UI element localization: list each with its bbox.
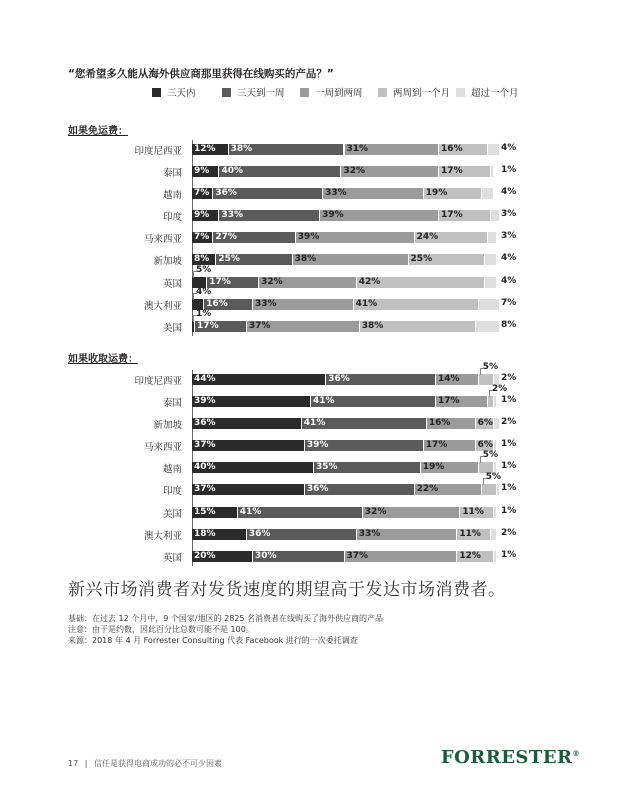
data-label: 24% [416,232,439,242]
legend-item [222,85,285,99]
data-label: 4% [501,276,517,286]
headline: 新兴市场消费者对发货速度的期望高于发达市场消费者。 [68,580,506,600]
data-label: 20% [194,551,216,561]
category-label: 美国 [162,323,182,334]
label-leader [480,368,484,375]
label-leader [480,456,484,463]
label-leader [193,293,197,300]
data-label: 7% [194,232,210,242]
bar-segment [482,188,494,199]
data-label: 38% [361,321,384,331]
data-label: 19% [422,462,445,472]
legend-item [300,85,363,99]
bar-segment [482,484,497,495]
notes [68,613,383,646]
data-label: 1% [501,506,517,516]
data-label: 6% [477,440,493,450]
data-label: 4% [196,287,212,297]
category-label: 泰国 [162,398,182,409]
data-label: 36% [215,188,237,198]
label-leader [193,271,197,278]
data-label: 38% [294,254,317,264]
data-label: 1% [501,439,517,449]
data-label: 8% [194,254,210,264]
logo-text: FORRESTER [440,747,573,768]
data-label: 1% [501,483,517,493]
forrester-logo [441,747,580,768]
data-label: 15% [194,507,216,517]
bar-segment [485,254,497,265]
footer [68,758,222,769]
data-label: 32% [364,507,387,517]
free-shipping-title: 如果免运费： [68,126,128,137]
legend-swatch [152,88,161,97]
data-label: 36% [328,374,350,384]
data-label: 35% [316,462,338,472]
data-label: 2% [501,528,517,538]
data-label: 39% [322,210,344,220]
category-label: 新加坡 [153,420,182,431]
logo-mark: ® [572,749,580,758]
data-label: 27% [215,232,237,242]
category-label: 澳大利亚 [143,531,182,542]
bar-segment [491,166,494,177]
legend-swatch [222,88,231,97]
page-number: 17 [68,759,79,768]
category-label: 泰国 [162,168,182,179]
bar-segment [488,232,497,243]
category-label: 马来西亚 [143,234,182,245]
chart-legend [152,85,612,99]
data-label: 4% [501,253,517,263]
data-label: 2% [491,384,508,394]
data-label: 16% [441,144,463,154]
data-label: 25% [410,254,433,264]
data-label: 14% [438,374,460,384]
data-label: 12% [194,144,216,154]
bar-segment [494,507,497,518]
data-label: 18% [194,529,216,539]
data-label: 1% [501,395,517,405]
data-label: 16% [428,418,451,428]
category-label: 印度 [162,212,182,223]
data-label: 41% [312,396,335,406]
legend-label: 三天到一周 [237,88,285,99]
data-label: 5% [485,472,502,482]
footer-separator: | [84,759,88,768]
data-label: 5% [482,362,498,372]
data-label: 17% [441,166,463,176]
data-label: 16% [206,299,228,309]
note-rounding: 注意：由于是约数，因此百分比总数可能不是 100。 [68,625,254,634]
note-base: 基础：在过去 12 个月中，9 个国家/地区的 2825 名消费者在线购买了海外供应商的产品 [68,614,384,623]
legend-item [456,85,519,99]
bar-segment [497,484,500,495]
bar-segment [491,210,500,221]
data-label: 38% [230,144,253,154]
legend-label: 两周到一个月 [393,88,451,99]
category-label: 英国 [162,279,182,290]
legend-swatch [300,88,309,97]
data-label: 1% [501,550,517,560]
data-label: 11% [459,529,481,539]
note-source: 来源：2018 年 4 月 Forrester Consulting 代表 Facebook 进行的一次委托调查 [68,636,358,645]
data-label: 33% [255,299,277,309]
label-leader [489,390,493,397]
data-label: 41% [355,299,378,309]
data-label: 17% [441,210,463,220]
data-label: 36% [306,484,329,494]
legend-label: 三天内 [167,88,196,99]
data-label: 6% [477,418,493,428]
category-label: 英国 [162,553,182,564]
bar-segment [476,321,500,332]
bar-segment [479,299,500,310]
data-label: 1% [501,165,517,175]
data-label: 25% [218,254,240,264]
data-label: 1% [501,461,517,471]
category-label: 澳大利亚 [143,301,182,312]
data-label: 4% [501,143,517,153]
data-label: 19% [425,188,448,198]
legend-label: 一周到两周 [315,88,363,99]
category-label: 新加坡 [153,256,182,267]
data-label: 30% [255,551,277,561]
data-label: 2% [501,417,517,427]
data-label: 41% [239,507,262,517]
data-label: 12% [459,551,481,561]
data-label: 37% [194,484,216,494]
legend-swatch [378,88,387,97]
data-label: 3% [501,209,517,219]
data-label: 39% [306,440,329,450]
data-label: 17% [425,440,448,450]
data-label: 40% [221,166,243,176]
bar-segment [485,277,497,288]
bar-segment [488,144,500,155]
data-label: 11% [462,507,484,517]
data-label: 32% [261,277,283,287]
data-label: 17% [197,321,219,331]
category-label: 越南 [162,464,182,475]
legend-item [152,85,196,99]
data-label: 9% [194,166,210,176]
data-label: 42% [358,277,381,287]
data-label: 17% [438,396,460,406]
data-label: 36% [194,418,216,428]
legend-item [378,85,450,99]
category-label: 越南 [162,190,182,201]
data-label: 36% [248,529,271,539]
data-label: 3% [501,231,517,241]
data-label: 7% [501,298,517,308]
data-label: 37% [248,321,271,331]
paid-shipping-title: 如果收取运费： [68,354,138,365]
category-label: 印度尼西亚 [134,146,182,157]
legend-label: 超过一个月 [471,88,519,99]
data-label: 39% [297,232,320,242]
data-label: 39% [194,396,216,406]
data-label: 8% [501,320,517,330]
data-label: 33% [325,188,347,198]
data-label: 17% [209,277,231,287]
data-label: 33% [358,529,381,539]
bar-segment [494,418,500,429]
data-label: 44% [194,374,216,384]
data-label: 31% [346,144,369,154]
data-label: 7% [194,188,210,198]
label-leader [483,478,487,485]
bar-segment [494,396,497,407]
data-label: 9% [194,210,210,220]
data-label: 32% [343,166,365,176]
data-label: 4% [501,187,517,197]
data-label: 1% [196,309,212,319]
data-label: 5% [482,450,498,460]
category-label: 印度 [162,486,182,497]
bar-segment [494,551,497,562]
category-label: 印度尼西亚 [134,376,182,387]
data-label: 40% [194,462,216,472]
data-label: 33% [221,210,243,220]
data-label: 41% [303,418,326,428]
data-label: 37% [194,440,216,450]
footer-title: 信任是获得电商成功的必不可少因素 [93,759,222,768]
data-label: 22% [416,484,439,494]
chart-question: “您希望多久能从海外供应商那里获得在线购买的产品？” [68,68,334,80]
data-label: 37% [346,551,369,561]
legend-swatch [456,88,465,97]
category-label: 美国 [162,509,182,520]
data-label: 5% [196,265,212,275]
bar-segment [491,529,497,540]
category-label: 马来西亚 [143,442,182,453]
data-label: 2% [501,373,517,383]
